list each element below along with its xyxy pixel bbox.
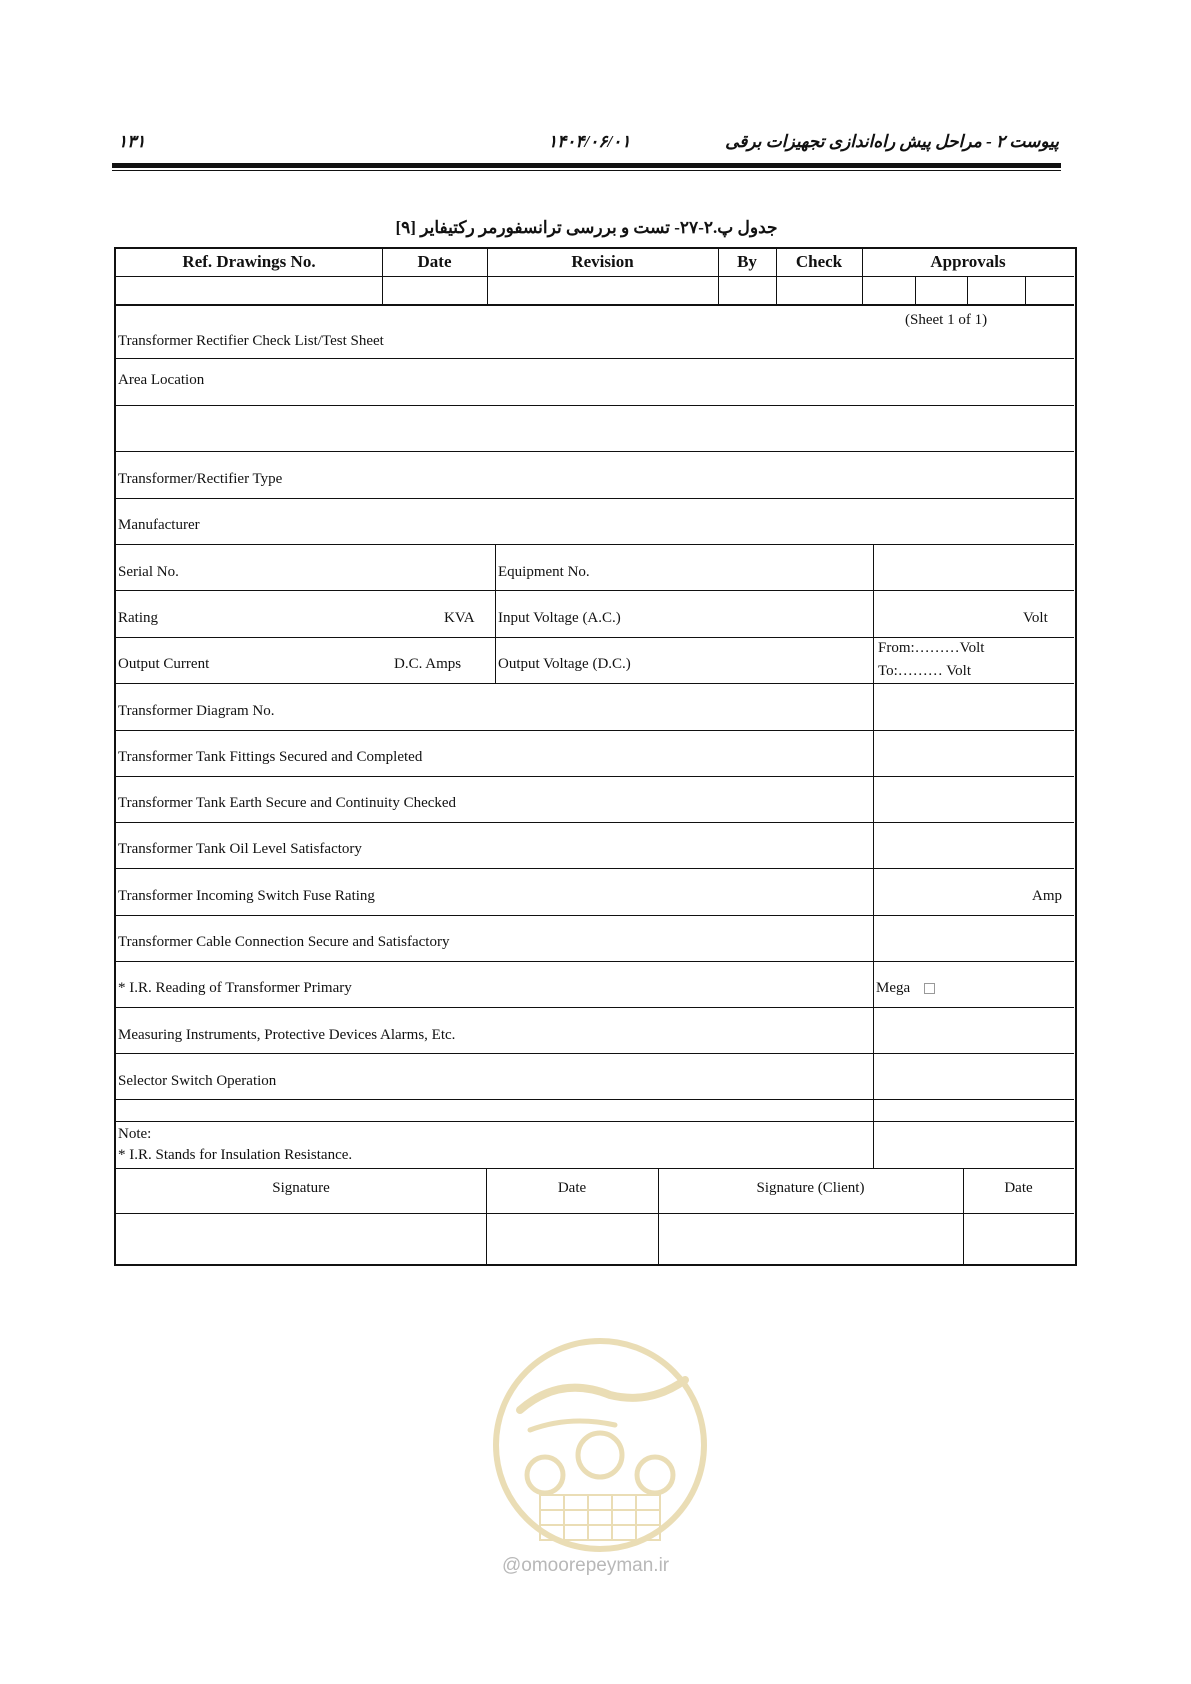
grid-line [116, 1007, 1074, 1008]
grid-line [1025, 276, 1026, 304]
signature-label: Signature [272, 1180, 330, 1196]
grid-line [116, 405, 1074, 406]
grid-line [116, 358, 1074, 359]
input-voltage-label: Input Voltage (A.C.) [498, 610, 621, 626]
col-date: Date [417, 252, 452, 271]
grid-line [718, 249, 719, 304]
grid-line [862, 249, 863, 304]
table-caption: جدول پ.۲-۲۷- تست و بررسی ترانسفورمر رکتیفایر [۹] [395, 218, 778, 237]
grid-line [116, 637, 1074, 638]
fuse-rating-unit: Amp [1032, 888, 1062, 904]
sheet-number: (Sheet 1 of 1) [905, 312, 988, 328]
output-voltage-label: Output Voltage (D.C.) [498, 656, 631, 672]
grid-line [116, 498, 1074, 499]
client-date-label: Date [1004, 1180, 1033, 1196]
output-current-label: Output Current [118, 656, 210, 672]
grid-line [116, 915, 1074, 916]
grid-line [116, 730, 1074, 731]
grid-line [116, 544, 1074, 545]
note-label: Note: [118, 1126, 152, 1142]
serial-no-label: Serial No. [118, 564, 179, 580]
instruments-label: Measuring Instruments, Protective Devices Alarms, Etc. [118, 1027, 456, 1043]
fuse-rating-label: Transformer Incoming Switch Fuse Rating [118, 888, 375, 904]
header-rule [112, 163, 1061, 168]
form-title: Transformer Rectifier Check List/Test Sheet [118, 333, 384, 349]
grid-line [487, 249, 488, 304]
header-title: پیوست ۲ - مراحل پیش راه‌اندازی تجهیزات برقی [725, 132, 1059, 151]
tank-earth-label: Transformer Tank Earth Secure and Continuity Checked [118, 795, 457, 811]
grid-line [116, 822, 1074, 823]
watermark-site: @omoorepeyman.ir [502, 1555, 670, 1576]
rating-label: Rating [118, 610, 158, 626]
rating-unit: KVA [444, 610, 475, 626]
note-text: * I.R. Stands for Insulation Resistance. [118, 1147, 353, 1163]
grid-line [116, 276, 1074, 277]
grid-line [116, 304, 1074, 306]
grid-line [382, 249, 383, 304]
grid-line [116, 1053, 1074, 1054]
tr-type-label: Transformer/Rectifier Type [118, 471, 283, 487]
col-check: Check [795, 252, 843, 271]
grid-line [116, 776, 1074, 777]
checkbox-icon[interactable] [924, 983, 935, 994]
cable-connection-label: Transformer Cable Connection Secure and Satisfactory [118, 934, 450, 950]
equipment-no-label: Equipment No. [498, 564, 590, 580]
grid-line [116, 451, 1074, 452]
output-voltage-from: From:………Volt [878, 640, 985, 656]
grid-line [116, 868, 1074, 869]
ir-reading-label: * I.R. Reading of Transformer Primary [118, 980, 352, 996]
col-ref-drawings: Ref. Drawings No. [182, 252, 316, 271]
grid-line [486, 1168, 487, 1264]
grid-line [116, 683, 1074, 684]
grid-line [963, 1168, 964, 1264]
manufacturer-label: Manufacturer [118, 517, 200, 533]
grid-line [658, 1168, 659, 1264]
diagram-no-label: Transformer Diagram No. [118, 703, 275, 719]
watermark-logo [490, 1335, 710, 1555]
grid-line [116, 1099, 1074, 1100]
input-voltage-unit: Volt [1023, 610, 1048, 626]
col-approvals: Approvals [930, 252, 1006, 271]
grid-line [967, 276, 968, 304]
selector-switch-label: Selector Switch Operation [118, 1073, 277, 1089]
area-location-label: Area Location [118, 372, 205, 388]
grid-line [116, 590, 1074, 591]
grid-line [776, 249, 777, 304]
col-by: By [737, 252, 757, 271]
header-date: ۱۴۰۴/۰۶/۰۱ [548, 132, 631, 151]
col-revision: Revision [571, 252, 634, 271]
ir-reading-unit [876, 980, 935, 997]
grid-line [116, 961, 1074, 962]
output-voltage-to: To:……… Volt [878, 663, 971, 679]
grid-line [873, 544, 874, 1168]
grid-line [495, 544, 496, 683]
grid-line [116, 1213, 1074, 1214]
output-current-unit: D.C. Amps [394, 656, 462, 672]
ir-reading-unit-text: Mega [876, 980, 911, 996]
header-rule-thin [112, 170, 1061, 171]
grid-line [116, 1121, 1074, 1122]
tank-fittings-label: Transformer Tank Fittings Secured and Completed [118, 749, 423, 765]
signature-client-label: Signature (Client) [756, 1180, 865, 1196]
signature-date-label: Date [557, 1180, 587, 1196]
page-number: ۱۳۱ [118, 132, 146, 151]
oil-level-label: Transformer Tank Oil Level Satisfactory [118, 841, 362, 857]
grid-line [116, 1168, 1074, 1169]
grid-line [915, 276, 916, 304]
